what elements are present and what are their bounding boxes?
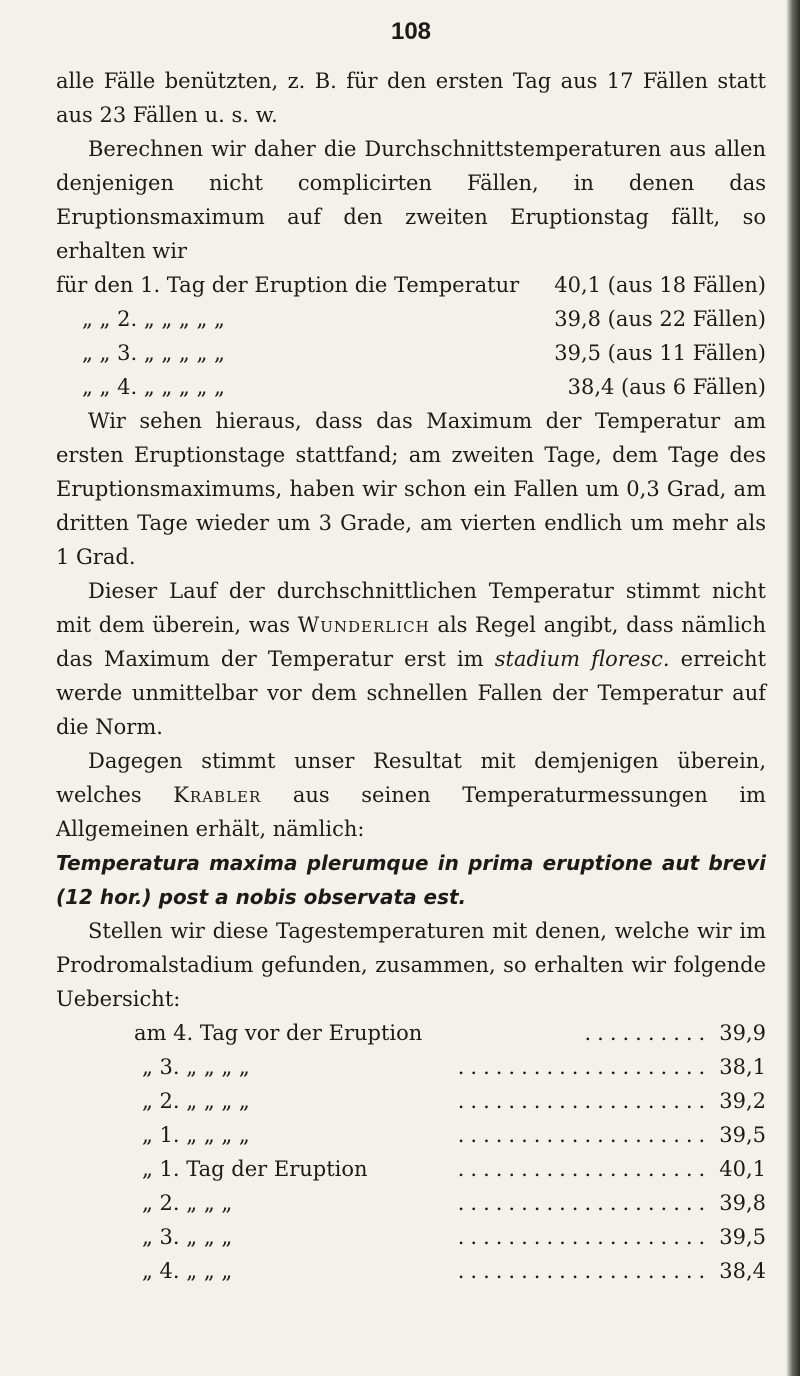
row-label: für den 1. Tag der Eruption die Temperatur [56,273,520,297]
overview-table [56,1016,766,1288]
row-value: 38,4 [719,1259,766,1283]
paragraph-6: Stellen wir diese Tagestemperaturen mit denen, welche wir im Prodromalstadium gefunden, zusammen, so erhalten wir folgende Uebersicht: [56,919,766,1011]
row-value: 40,1 (aus 18 Fällen) [554,273,766,297]
paragraph-5-text-a: Dagegen stimmt unser Resultat mit demjenigen überein, welches [56,749,766,807]
paragraph-5 [56,744,766,846]
latin-term: stadium floresc. [494,647,670,671]
table-row: „ 1. Tag der Eruption .................... 40,1 [56,1152,766,1186]
paragraph-2: Berechnen wir daher die Durchschnittstemperaturen aus allen denjenigen nicht complicirten Fällen, in denen das Eruptionsmaximum auf den zweiten Eruptionstag fällt, so erhalten wir [56,137,766,263]
row-value: 38,1 [719,1055,766,1079]
table-row [56,370,766,404]
table-row [56,336,766,370]
table-row: „ 2. „ „ „ .................... 39,8 [56,1186,766,1220]
paragraph-1: alle Fälle benützten, z. B. für den ersten Tag aus 17 Fällen statt aus 23 Fällen u. s. w. [56,69,766,127]
row-value: 39,8 (aus 22 Fällen) [554,307,766,331]
row-value: 39,5 (aus 11 Fällen) [554,341,766,365]
row-value: 39,5 [719,1225,766,1249]
row-value: 39,8 [719,1191,766,1215]
table-row: „ 3. „ „ „ .................... 39,5 [56,1220,766,1254]
row-label: „ 2. „ „ „ [142,1191,233,1215]
page-edge-shadow [786,0,800,1376]
table-row [56,302,766,336]
table-row: „ 4. „ „ „ .................... 38,4 [56,1254,766,1288]
paragraph-3: Wir sehen hieraus, dass das Maximum der Temperatur am ersten Eruptionstage stattfand; am zweiten Tage, dem Tage des Eruptionsmaximums, haben wir schon ein Fallen um 0,3 Grad, am dritten Tage wieder um 3 Grade, am vierten endlich um mehr als 1 Grad. [56,409,766,569]
row-label: „ 1. Tag der Eruption [142,1157,368,1181]
row-value: 39,2 [719,1089,766,1113]
table-row: „ 2. „ „ „ „ .................... 39,2 [56,1084,766,1118]
table-row: „ 1. „ „ „ „ .................... 39,5 [56,1118,766,1152]
row-label: „ „ 4. „ „ „ „ „ [82,375,225,399]
row-value: 40,1 [719,1157,766,1181]
row-label: „ 3. „ „ „ [142,1225,233,1249]
row-label: „ 3. „ „ „ „ [142,1055,250,1079]
table-row: am 4. Tag vor der Eruption .......... 39,9 [56,1016,766,1050]
paragraph-4-text-c: erreicht werde unmittelbar vor dem schnellen Fallen der Temperatur auf die Norm. [56,647,767,739]
paragraph-4-text-b: als Regel angibt, dass nämlich das Maximum der Temperatur erst im [56,613,766,671]
page-number: 108 [390,18,432,45]
temperature-table-eruption [56,268,766,404]
author-name: Krabler [173,783,262,807]
row-label: „ 4. „ „ „ [142,1259,233,1283]
paragraph-4 [56,574,766,744]
row-label: „ 2. „ „ „ „ [142,1089,250,1113]
page [56,18,766,1288]
row-value: 39,9 [719,1021,766,1045]
paragraph-4-text-a: Dieser Lauf der durchschnittlichen Temperatur stimmt nicht mit dem überein, was [56,579,766,637]
paragraph-5-text-b: aus seinen Temperaturmessungen im Allgemeinen erhält, nämlich: [56,783,766,841]
row-label: „ 1. „ „ „ „ [142,1123,250,1147]
row-label: „ „ 3. „ „ „ „ „ [82,341,225,365]
latin-quote: Temperatura maxima plerumque in prima eruptione aut brevi (12 hor.) post a nobis observata est. [56,851,766,909]
row-label: am 4. Tag vor der Eruption [134,1021,423,1045]
table-row: „ 3. „ „ „ „ .................... 38,1 [56,1050,766,1084]
row-value: 39,5 [719,1123,766,1147]
row-value: 38,4 (aus 6 Fällen) [567,375,766,399]
table-row [56,268,766,302]
row-label: „ „ 2. „ „ „ „ „ [82,307,225,331]
author-name: Wunderlich [297,613,430,637]
